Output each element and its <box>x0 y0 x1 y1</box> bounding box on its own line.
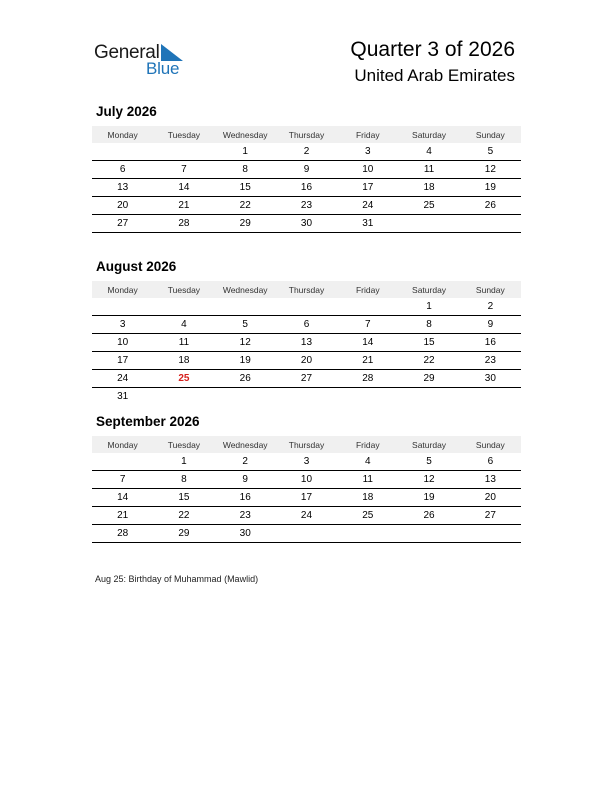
weekday-header: Saturday <box>398 281 459 298</box>
month-title: September 2026 <box>96 414 200 429</box>
week-row <box>92 316 521 334</box>
weekday-header: Friday <box>337 281 398 298</box>
day-cell: 7 <box>92 471 153 489</box>
weekday-header: Sunday <box>460 126 521 143</box>
weekday-header-row <box>92 281 521 298</box>
day-cell: 17 <box>337 179 398 197</box>
day-cell: 21 <box>153 197 214 215</box>
week-row <box>92 507 521 525</box>
day-cell: 1 <box>398 298 459 316</box>
day-cell <box>337 298 398 316</box>
month-july <box>92 104 521 233</box>
weekday-header: Thursday <box>276 281 337 298</box>
day-cell: 19 <box>460 179 521 197</box>
day-cell <box>337 388 398 406</box>
weekday-header: Saturday <box>398 436 459 453</box>
day-cell: 4 <box>398 143 459 161</box>
day-cell: 23 <box>460 352 521 370</box>
day-cell: 13 <box>92 179 153 197</box>
week-row <box>92 471 521 489</box>
week-row <box>92 489 521 507</box>
day-cell: 14 <box>337 334 398 352</box>
day-cell: 29 <box>153 525 214 543</box>
weekday-header: Tuesday <box>153 281 214 298</box>
day-cell: 12 <box>215 334 276 352</box>
weekday-header: Monday <box>92 436 153 453</box>
weekday-header: Saturday <box>398 126 459 143</box>
day-cell: 15 <box>398 334 459 352</box>
day-cell <box>276 525 337 543</box>
weekday-header: Wednesday <box>215 436 276 453</box>
day-cell: 10 <box>92 334 153 352</box>
holiday-note: Aug 25: Birthday of Muhammad (Mawlid) <box>95 574 259 584</box>
day-cell: 6 <box>460 453 521 471</box>
weekday-header: Tuesday <box>153 436 214 453</box>
week-row <box>92 453 521 471</box>
day-cell: 15 <box>153 489 214 507</box>
day-cell: 9 <box>276 161 337 179</box>
day-cell <box>215 298 276 316</box>
day-cell: 11 <box>337 471 398 489</box>
month-title: July 2026 <box>96 104 157 119</box>
day-cell: 12 <box>460 161 521 179</box>
day-cell: 8 <box>215 161 276 179</box>
day-cell: 2 <box>215 453 276 471</box>
day-cell: 3 <box>92 316 153 334</box>
day-cell <box>153 143 214 161</box>
calendar-table <box>92 126 521 233</box>
day-cell: 28 <box>337 370 398 388</box>
day-cell: 8 <box>153 471 214 489</box>
day-cell: 5 <box>460 143 521 161</box>
weekday-header-row <box>92 436 521 453</box>
day-cell: 27 <box>92 215 153 233</box>
day-cell <box>337 525 398 543</box>
day-cell: 15 <box>215 179 276 197</box>
logo-general-text: General <box>94 42 160 63</box>
day-cell <box>398 388 459 406</box>
day-cell: 9 <box>460 316 521 334</box>
weekday-header: Wednesday <box>215 126 276 143</box>
day-cell: 25 <box>337 507 398 525</box>
day-cell: 12 <box>398 471 459 489</box>
day-cell: 23 <box>215 507 276 525</box>
day-cell <box>398 525 459 543</box>
day-cell: 25 <box>398 197 459 215</box>
month-september <box>92 414 521 543</box>
day-cell <box>215 388 276 406</box>
day-cell: 28 <box>153 215 214 233</box>
day-cell: 7 <box>337 316 398 334</box>
day-cell <box>92 298 153 316</box>
day-cell: 4 <box>153 316 214 334</box>
day-cell: 16 <box>276 179 337 197</box>
weekday-header: Friday <box>337 436 398 453</box>
day-cell <box>276 298 337 316</box>
weekday-header: Wednesday <box>215 281 276 298</box>
day-cell: 21 <box>337 352 398 370</box>
day-cell: 18 <box>398 179 459 197</box>
week-row <box>92 179 521 197</box>
week-row <box>92 388 521 406</box>
week-row <box>92 197 521 215</box>
day-cell: 29 <box>215 215 276 233</box>
day-cell: 24 <box>92 370 153 388</box>
day-cell: 11 <box>153 334 214 352</box>
day-cell: 3 <box>276 453 337 471</box>
day-cell: 31 <box>337 215 398 233</box>
calendar-table <box>92 281 521 405</box>
day-cell: 16 <box>460 334 521 352</box>
day-cell: 27 <box>276 370 337 388</box>
day-cell: 10 <box>337 161 398 179</box>
day-cell: 30 <box>276 215 337 233</box>
day-cell: 22 <box>153 507 214 525</box>
day-cell: 21 <box>92 507 153 525</box>
day-cell: 24 <box>337 197 398 215</box>
day-cell: 4 <box>337 453 398 471</box>
day-cell: 31 <box>117 391 129 402</box>
weekday-header: Thursday <box>276 126 337 143</box>
day-cell <box>460 525 521 543</box>
day-cell: 11 <box>398 161 459 179</box>
day-cell: 26 <box>460 197 521 215</box>
day-cell: 7 <box>153 161 214 179</box>
day-cell: 9 <box>215 471 276 489</box>
day-cell: 1 <box>153 453 214 471</box>
week-row <box>92 143 521 161</box>
page-subtitle: United Arab Emirates <box>354 66 515 85</box>
day-cell: 8 <box>398 316 459 334</box>
day-cell: 17 <box>92 352 153 370</box>
week-row <box>92 298 521 316</box>
day-cell <box>92 143 153 161</box>
day-cell: 20 <box>92 197 153 215</box>
day-cell: 16 <box>215 489 276 507</box>
day-cell: 30 <box>215 525 276 543</box>
day-cell: 6 <box>92 161 153 179</box>
day-cell: 3 <box>337 143 398 161</box>
day-cell: 6 <box>276 316 337 334</box>
week-row <box>92 161 521 179</box>
day-cell: 5 <box>215 316 276 334</box>
week-row <box>92 215 521 233</box>
page-title: Quarter 3 of 2026 <box>350 38 515 61</box>
day-cell: 19 <box>215 352 276 370</box>
day-cell: 26 <box>215 370 276 388</box>
day-cell: 20 <box>276 352 337 370</box>
month-august <box>92 259 521 405</box>
calendar-table <box>92 436 521 543</box>
logo <box>94 42 194 82</box>
day-cell: 26 <box>398 507 459 525</box>
day-cell: 28 <box>92 525 153 543</box>
weekday-header: Sunday <box>460 436 521 453</box>
day-cell: 22 <box>398 352 459 370</box>
week-row <box>92 334 521 352</box>
weekday-header: Friday <box>337 126 398 143</box>
day-cell: 1 <box>215 143 276 161</box>
weekday-header-row <box>92 126 521 143</box>
day-cell <box>460 388 521 406</box>
day-cell: 17 <box>276 489 337 507</box>
weekday-header: Monday <box>92 281 153 298</box>
day-cell: 18 <box>337 489 398 507</box>
day-cell <box>92 453 153 471</box>
day-cell: 14 <box>92 489 153 507</box>
week-row <box>92 525 521 543</box>
weekday-header: Thursday <box>276 436 337 453</box>
day-cell: 13 <box>460 471 521 489</box>
day-cell: 19 <box>398 489 459 507</box>
day-cell <box>398 215 459 233</box>
day-cell: 23 <box>276 197 337 215</box>
week-row <box>92 352 521 370</box>
logo-blue-text: Blue <box>146 59 180 78</box>
day-cell: 13 <box>276 334 337 352</box>
day-cell: 2 <box>460 298 521 316</box>
month-title: August 2026 <box>96 259 177 274</box>
day-cell: 30 <box>460 370 521 388</box>
day-cell: 29 <box>398 370 459 388</box>
day-cell: 27 <box>460 507 521 525</box>
day-cell <box>460 215 521 233</box>
day-cell: 2 <box>276 143 337 161</box>
day-cell: 18 <box>153 352 214 370</box>
day-cell: 5 <box>398 453 459 471</box>
holiday-day-cell: 25 <box>153 370 214 388</box>
day-cell <box>153 388 214 406</box>
weekday-header: Monday <box>92 126 153 143</box>
holiday-notes <box>95 574 258 584</box>
day-cell: 20 <box>460 489 521 507</box>
day-cell: 22 <box>215 197 276 215</box>
day-cell <box>276 388 337 406</box>
day-cell: 24 <box>276 507 337 525</box>
day-cell <box>153 298 214 316</box>
day-cell: 14 <box>153 179 214 197</box>
weekday-header: Tuesday <box>153 126 214 143</box>
day-cell: 10 <box>276 471 337 489</box>
weekday-header: Sunday <box>460 281 521 298</box>
week-row <box>92 370 521 388</box>
